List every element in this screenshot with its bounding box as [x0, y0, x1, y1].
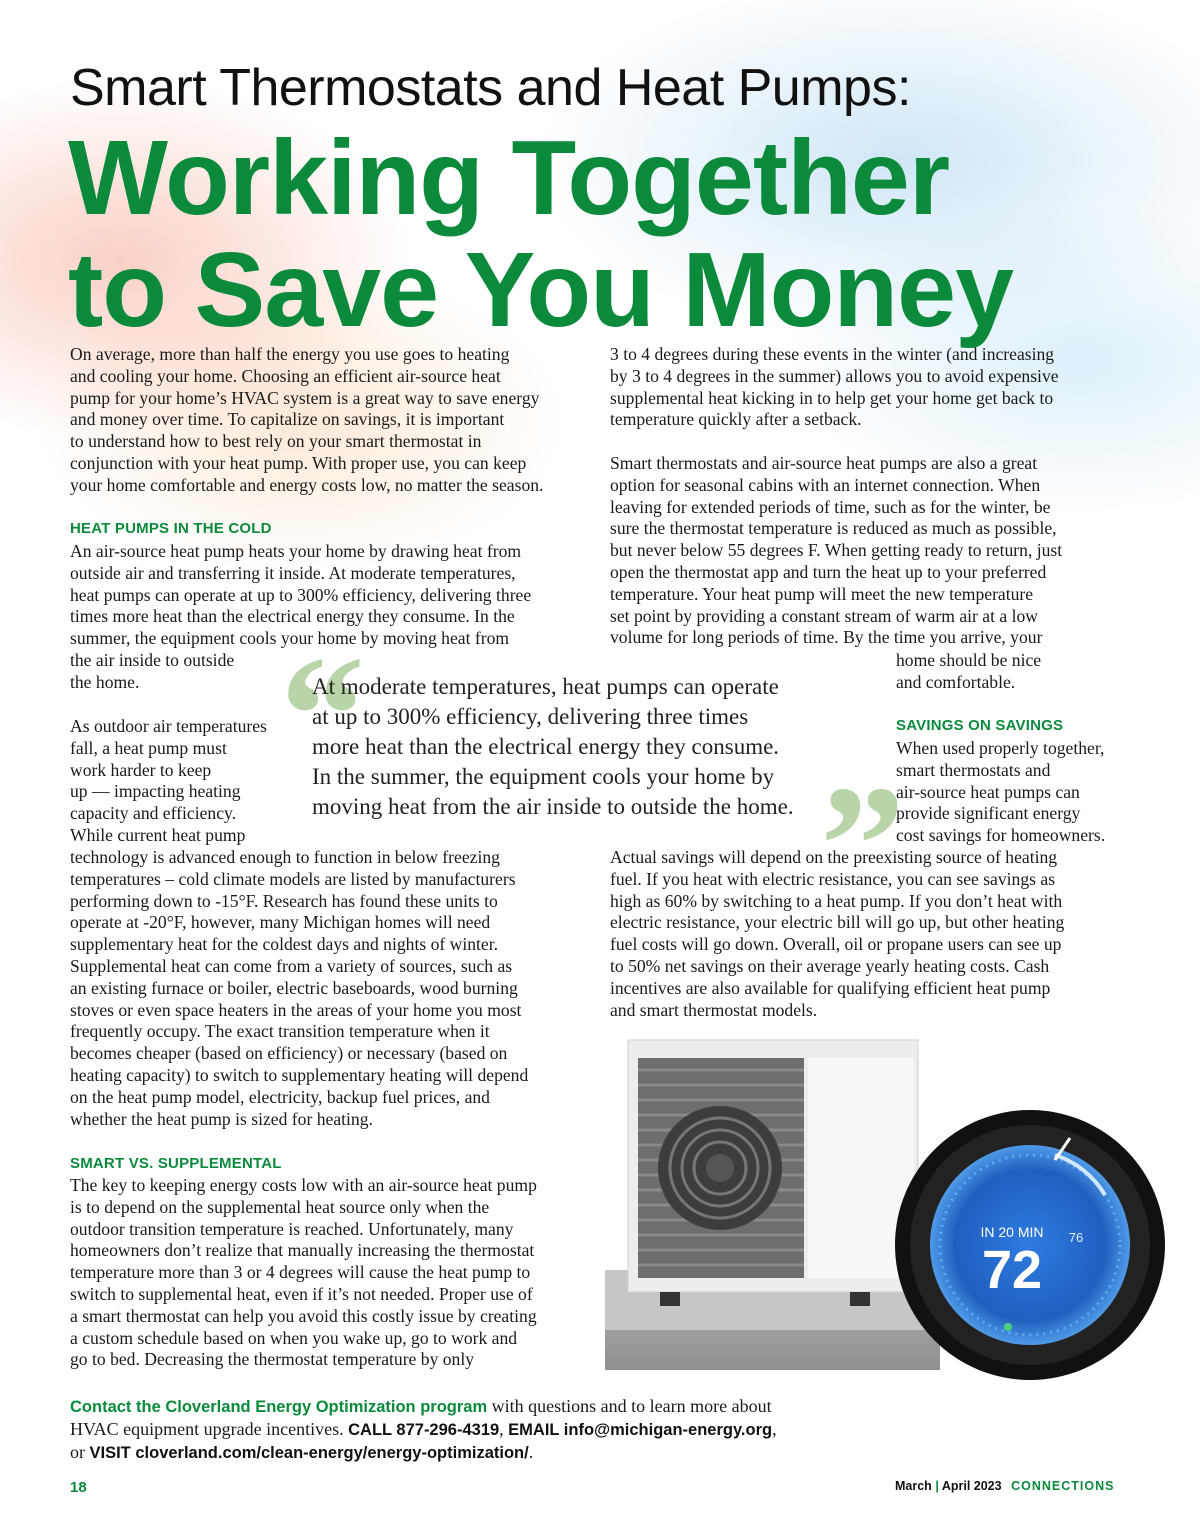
- right-paragraph-2: [610, 453, 1150, 649]
- text-line: the home.: [70, 671, 140, 692]
- text-line: electric resistance, your electric bill will go up, but other heating: [610, 912, 1065, 933]
- text-line: air-source heat pumps can: [896, 781, 1080, 802]
- thermostat-temp: 72: [981, 1240, 1043, 1300]
- text-line: The key to keeping energy costs low with an air-source heat pump: [70, 1175, 537, 1195]
- text-line: and money over time. To capitalize on savings, it is important: [70, 409, 505, 430]
- text-line: switch to supplemental heat, even if it’s not needed. Proper use of: [70, 1283, 533, 1304]
- text-line: volume for long periods of time. By the time you arrive, your: [610, 627, 1043, 648]
- text-line: to understand how to best rely on your smart thermostat in: [70, 431, 482, 452]
- text-line: go to bed. Decreasing the thermostat temperature by only: [70, 1349, 475, 1370]
- text-line: outdoor transition temperature is reached. Unfortunately, many: [70, 1218, 514, 1239]
- text-line: Smart thermostats and air-source heat pumps are also a great: [610, 453, 1038, 473]
- text-line: An air-source heat pump heats your home by drawing heat from: [70, 541, 522, 561]
- cold-paragraph-narrow: [70, 716, 300, 847]
- cold-paragraph-bottom: [70, 847, 600, 1130]
- section-heading-savings: SAVINGS ON SAVINGS: [896, 717, 1064, 734]
- text-line: leaving for extended periods of time, such as for the winter, be: [610, 496, 1051, 517]
- text-line: a smart thermostat can help you avoid this costly issue by creating: [70, 1305, 537, 1326]
- text-line: whether the heat pump is sized for heating.: [70, 1108, 373, 1129]
- text-line: your home comfortable and energy costs low, no matter the season.: [70, 474, 544, 495]
- contact-line-1: [70, 1395, 890, 1418]
- savings-paragraph-narrow: [896, 738, 1156, 847]
- text-line: temperature quickly after a setback.: [610, 409, 862, 430]
- footer-divider: |: [935, 1479, 939, 1493]
- footer-month: March: [895, 1479, 932, 1493]
- text-line: performing down to -15°F. Research has found these units to: [70, 890, 498, 911]
- text-line: homeowners don’t realize that manually increasing the thermostat: [70, 1240, 535, 1261]
- text-line: a custom schedule based on when you wake up, go to work and: [70, 1327, 518, 1348]
- text-line: smart thermostats and: [896, 759, 1051, 780]
- contact-text: with questions and to learn more about: [487, 1396, 772, 1416]
- text-line: temperature. Your heat pump will meet the new temperature: [610, 583, 1034, 604]
- website-link[interactable]: cloverland.com/clean-energy/energy-optimization/: [130, 1444, 529, 1462]
- text-line: open the thermostat app and turn the heat up to your preferred: [610, 561, 1047, 582]
- text-line: temperatures – cold climate models are listed by manufacturers: [70, 868, 516, 889]
- quote-line: more heat than the electrical energy they consume.: [312, 734, 780, 759]
- headline-main: [68, 119, 1014, 349]
- right-paragraph-2-end: [896, 650, 1156, 694]
- publication-name: CONNECTIONS: [1011, 1479, 1115, 1493]
- text-line: the air inside to outside: [70, 649, 235, 670]
- open-quote-mark: “: [280, 621, 365, 809]
- text-line: temperature more than 3 or 4 degrees will cause the heat pump to: [70, 1262, 531, 1283]
- call-label: CALL: [348, 1421, 392, 1439]
- text-line: pump for your home’s HVAC system is a great way to save energy: [70, 387, 540, 408]
- text-line: Supplemental heat can come from a variety of sources, such as: [70, 955, 513, 976]
- headline-line-2: to Save You Money: [68, 231, 1014, 349]
- visit-label: VISIT: [89, 1444, 131, 1462]
- text-line: by 3 to 4 degrees in the summer) allows you to avoid expensive: [610, 365, 1059, 386]
- text-line: option for seasonal cabins with an internet connection. When: [610, 474, 1041, 495]
- contact-line-2: [70, 1418, 890, 1441]
- thermostat-label: IN 20 MIN: [980, 1224, 1044, 1240]
- separator: ,: [499, 1419, 509, 1439]
- separator: ,: [772, 1419, 777, 1439]
- page-number: 18: [70, 1479, 87, 1496]
- section-heading-smart: SMART VS. SUPPLEMENTAL: [70, 1155, 282, 1172]
- text-line: high as 60% by switching to a heat pump. If you don’t heat with: [610, 890, 1063, 911]
- text-line: sure the thermostat temperature is reduced as much as possible,: [610, 518, 1057, 539]
- text-line: operate at -20°F, however, many Michigan homes will need: [70, 912, 491, 933]
- text-line: technology is advanced enough to function in below freezing: [70, 847, 500, 867]
- section-heading-cold: HEAT PUMPS IN THE COLD: [70, 520, 272, 537]
- text-line: up — impacting heating: [70, 781, 241, 802]
- email-address[interactable]: info@michigan-energy.org: [559, 1421, 773, 1439]
- issue-footer: [895, 1479, 1114, 1493]
- quote-line: at up to 300% efficiency, delivering three times: [312, 704, 749, 729]
- text-line: summer, the equipment cools your home by moving heat from: [70, 628, 510, 649]
- text-line: fuel. If you heat with electric resistance, you can see savings as: [610, 868, 1056, 889]
- text-line: to 50% net savings on their average yearly heating costs. Cash: [610, 955, 1050, 976]
- text-line: When used properly together,: [896, 738, 1105, 758]
- status-dot-icon: [1004, 1323, 1012, 1331]
- text-line: heating capacity) to switch to supplementary heating will depend: [70, 1064, 529, 1085]
- close-quote-mark: ”: [820, 751, 905, 939]
- quote-line: moving heat from the air inside to outside the home.: [312, 794, 794, 819]
- text-line: becomes cheaper (based on efficiency) or necessary (based on: [70, 1043, 508, 1064]
- text-line: outside air and transferring it inside. At moderate temperatures,: [70, 562, 516, 583]
- quote-line: At moderate temperatures, heat pumps can operate: [312, 674, 779, 699]
- contact-lead: Contact the Cloverland Energy Optimization program: [70, 1398, 488, 1416]
- text-line: conjunction with your heat pump. With proper use, you can keep: [70, 452, 527, 473]
- headline-kicker: Smart Thermostats and Heat Pumps:: [70, 59, 911, 117]
- text-line: supplementary heat for the coldest days and nights of winter.: [70, 934, 499, 955]
- separator: .: [528, 1442, 534, 1462]
- contact-text: HVAC equipment upgrade incentives.: [70, 1419, 349, 1439]
- heat-pump-thermostat-illustration: [600, 1030, 1180, 1380]
- email-label: EMAIL: [508, 1421, 560, 1439]
- text-line: As outdoor air temperatures: [70, 716, 267, 736]
- text-line: supplemental heat kicking in to help get your home get back to: [610, 387, 1054, 408]
- text-line: work harder to keep: [70, 759, 212, 780]
- contact-line-3: [70, 1441, 890, 1464]
- text-line: On average, more than half the energy you use goes to heating: [70, 344, 510, 364]
- footer-date: April 2023: [941, 1479, 1002, 1493]
- text-line: cost savings for homeowners.: [896, 825, 1106, 846]
- headline-line-1: Working Together: [68, 119, 950, 237]
- text-line: is to depend on the supplemental heat source only when the: [70, 1196, 490, 1217]
- text-line: on the heat pump model, electricity, backup fuel prices, and: [70, 1086, 490, 1107]
- contact-block: [70, 1395, 890, 1464]
- text-line: Actual savings will depend on the preexisting source of heating: [610, 847, 1058, 867]
- text-line: home should be nice: [896, 650, 1042, 670]
- text-line: 3 to 4 degrees during these events in the winter (and increasing: [610, 344, 1055, 364]
- text-line: and cooling your home. Choosing an efficient air-source heat: [70, 365, 501, 386]
- text-line: incentives are also available for qualifying efficient heat pump: [610, 977, 1051, 998]
- text-line: heat pumps can operate at up to 300% efficiency, delivering three: [70, 584, 532, 605]
- text-line: but never below 55 degrees F. When getting ready to return, just: [610, 540, 1063, 561]
- heat-pump-unit: [605, 1040, 940, 1370]
- text-line: stoves or even space heaters in the areas of your home you most: [70, 999, 522, 1020]
- thermostat-target: 76: [1068, 1230, 1084, 1245]
- contact-text: or: [70, 1442, 90, 1462]
- right-paragraph-1: [610, 344, 1150, 431]
- thermostat: [895, 1110, 1165, 1380]
- text-line: and comfortable.: [896, 671, 1016, 692]
- text-line: While current heat pump: [70, 824, 246, 845]
- text-line: fall, a heat pump must: [70, 737, 227, 758]
- quote-line: In the summer, the equipment cools your home by: [312, 764, 775, 789]
- smart-paragraph: [70, 1175, 600, 1371]
- text-line: and smart thermostat models.: [610, 999, 818, 1020]
- phone-number[interactable]: 877-296-4319: [391, 1421, 500, 1439]
- pull-quote: [312, 672, 852, 822]
- text-line: capacity and efficiency.: [70, 803, 237, 824]
- text-line: provide significant energy: [896, 803, 1081, 824]
- intro-paragraph: [70, 344, 600, 497]
- text-line: times more heat than the electrical energy they consume. In the: [70, 606, 515, 627]
- text-line: set point by providing a constant stream of warm air at a low: [610, 605, 1039, 626]
- text-line: frequently occupy. The exact transition temperature when it: [70, 1021, 490, 1042]
- text-line: an existing furnace or boiler, electric baseboards, wood burning: [70, 977, 518, 998]
- text-line: fuel costs will go down. Overall, oil or propane users can see up: [610, 934, 1062, 955]
